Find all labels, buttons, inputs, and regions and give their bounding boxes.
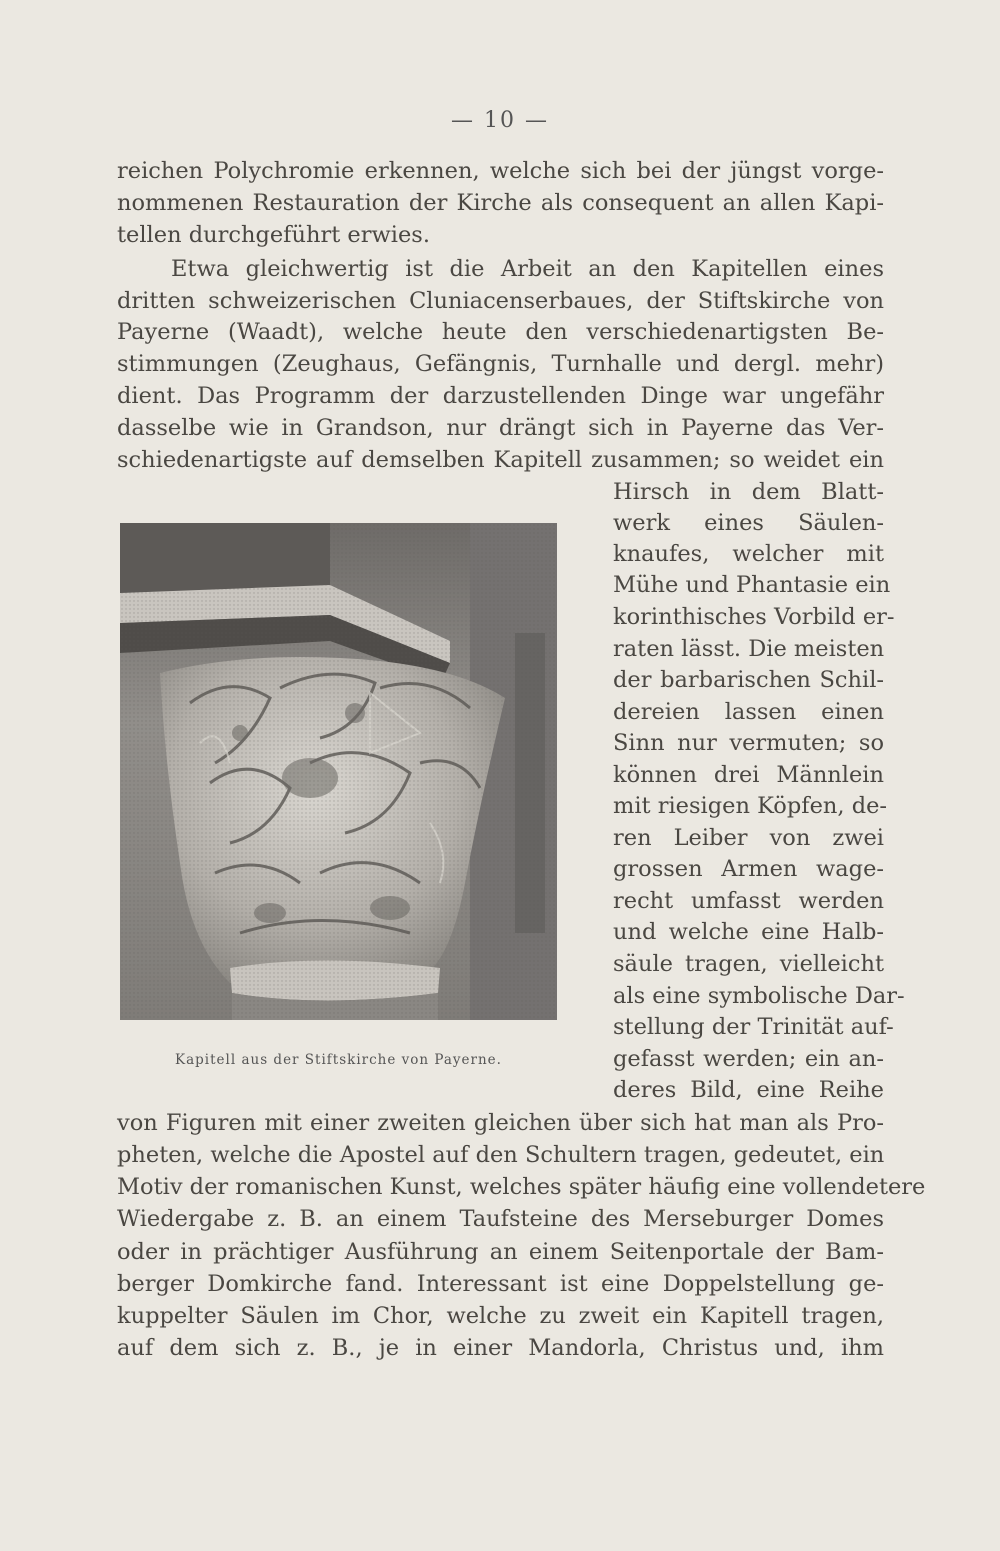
- text-line: nommenen Restauration der Kirche als consequent an allen Kapi-: [117, 190, 884, 216]
- column-line: Sinn nur vermuten; so: [613, 730, 884, 756]
- text-line: Payerne (Waadt), welche heute den verschiedenartigsten Be-: [117, 319, 884, 345]
- text-line: schiedenartigste auf demselben Kapitell zusammen; so weidet ein: [117, 447, 884, 473]
- text-line: Motiv der romanischen Kunst, welches später häufig eine vollendetere: [117, 1174, 926, 1200]
- column-line: stellung der Trinität auf-: [613, 1014, 894, 1040]
- column-line: Mühe und Phantasie ein: [613, 572, 891, 598]
- text-line: berger Domkirche fand. Interessant ist eine Doppelstellung ge-: [117, 1271, 884, 1297]
- column-line: grossen Armen wage-: [613, 856, 884, 882]
- capital-photograph: [120, 523, 557, 1020]
- column-line: raten lässt. Die meisten: [613, 636, 885, 662]
- page-number: — 10 —: [451, 108, 549, 133]
- column-line: Hirsch in dem Blatt-: [613, 479, 884, 505]
- figure-caption: Kapitell aus der Stiftskirche von Payerne.: [175, 1052, 502, 1068]
- column-line: gefasst werden; ein an-: [613, 1046, 884, 1072]
- column-line: ren Leiber von zwei: [613, 825, 884, 851]
- text-line: von Figuren mit einer zweiten gleichen über sich hat man als Pro-: [117, 1110, 884, 1136]
- column-line: knaufes, welcher mit: [613, 541, 884, 567]
- text-line: auf dem sich z. B., je in einer Mandorla, Christus und, ihm: [117, 1335, 884, 1361]
- column-line: und welche eine Halb-: [613, 919, 884, 945]
- column-line: deres Bild, eine Reihe: [613, 1077, 884, 1103]
- text-line: stimmungen (Zeughaus, Gefängnis, Turnhalle und dergl. mehr): [117, 351, 884, 377]
- text-line: oder in prächtiger Ausführung an einem Seitenportale der Bam-: [117, 1239, 884, 1265]
- text-line: tellen durchgeführt erwies.: [117, 222, 430, 248]
- column-line: der barbarischen Schil-: [613, 667, 884, 693]
- column-line: korinthisches Vorbild er-: [613, 604, 895, 630]
- text-line: dient. Das Programm der darzustellenden Dinge war ungefähr: [117, 383, 884, 409]
- column-line: als eine symbolische Dar-: [613, 983, 905, 1009]
- text-line: reichen Polychromie erkennen, welche sich bei der jüngst vorge-: [117, 158, 884, 184]
- column-line: mit riesigen Köpfen, de-: [613, 793, 888, 819]
- column-line: recht umfasst werden: [613, 888, 884, 914]
- column-line: säule tragen, vielleicht: [613, 951, 884, 977]
- column-line: können drei Männlein: [613, 762, 884, 788]
- text-line: Etwa gleichwertig ist die Arbeit an den Kapitellen eines: [171, 256, 884, 282]
- text-line: Wiedergabe z. B. an einem Taufsteine des Merseburger Domes: [117, 1206, 884, 1232]
- text-line: pheten, welche die Apostel auf den Schultern tragen, gedeutet, ein: [117, 1142, 885, 1168]
- text-line: dasselbe wie in Grandson, nur drängt sich in Payerne das Ver-: [117, 415, 884, 441]
- text-line: kuppelter Säulen im Chor, welche zu zweit ein Kapitell tragen,: [117, 1303, 884, 1329]
- column-line: dereien lassen einen: [613, 699, 884, 725]
- text-line: dritten schweizerischen Cluniacenserbaues, der Stiftskirche von: [117, 288, 884, 314]
- column-line: werk eines Säulen-: [613, 510, 884, 536]
